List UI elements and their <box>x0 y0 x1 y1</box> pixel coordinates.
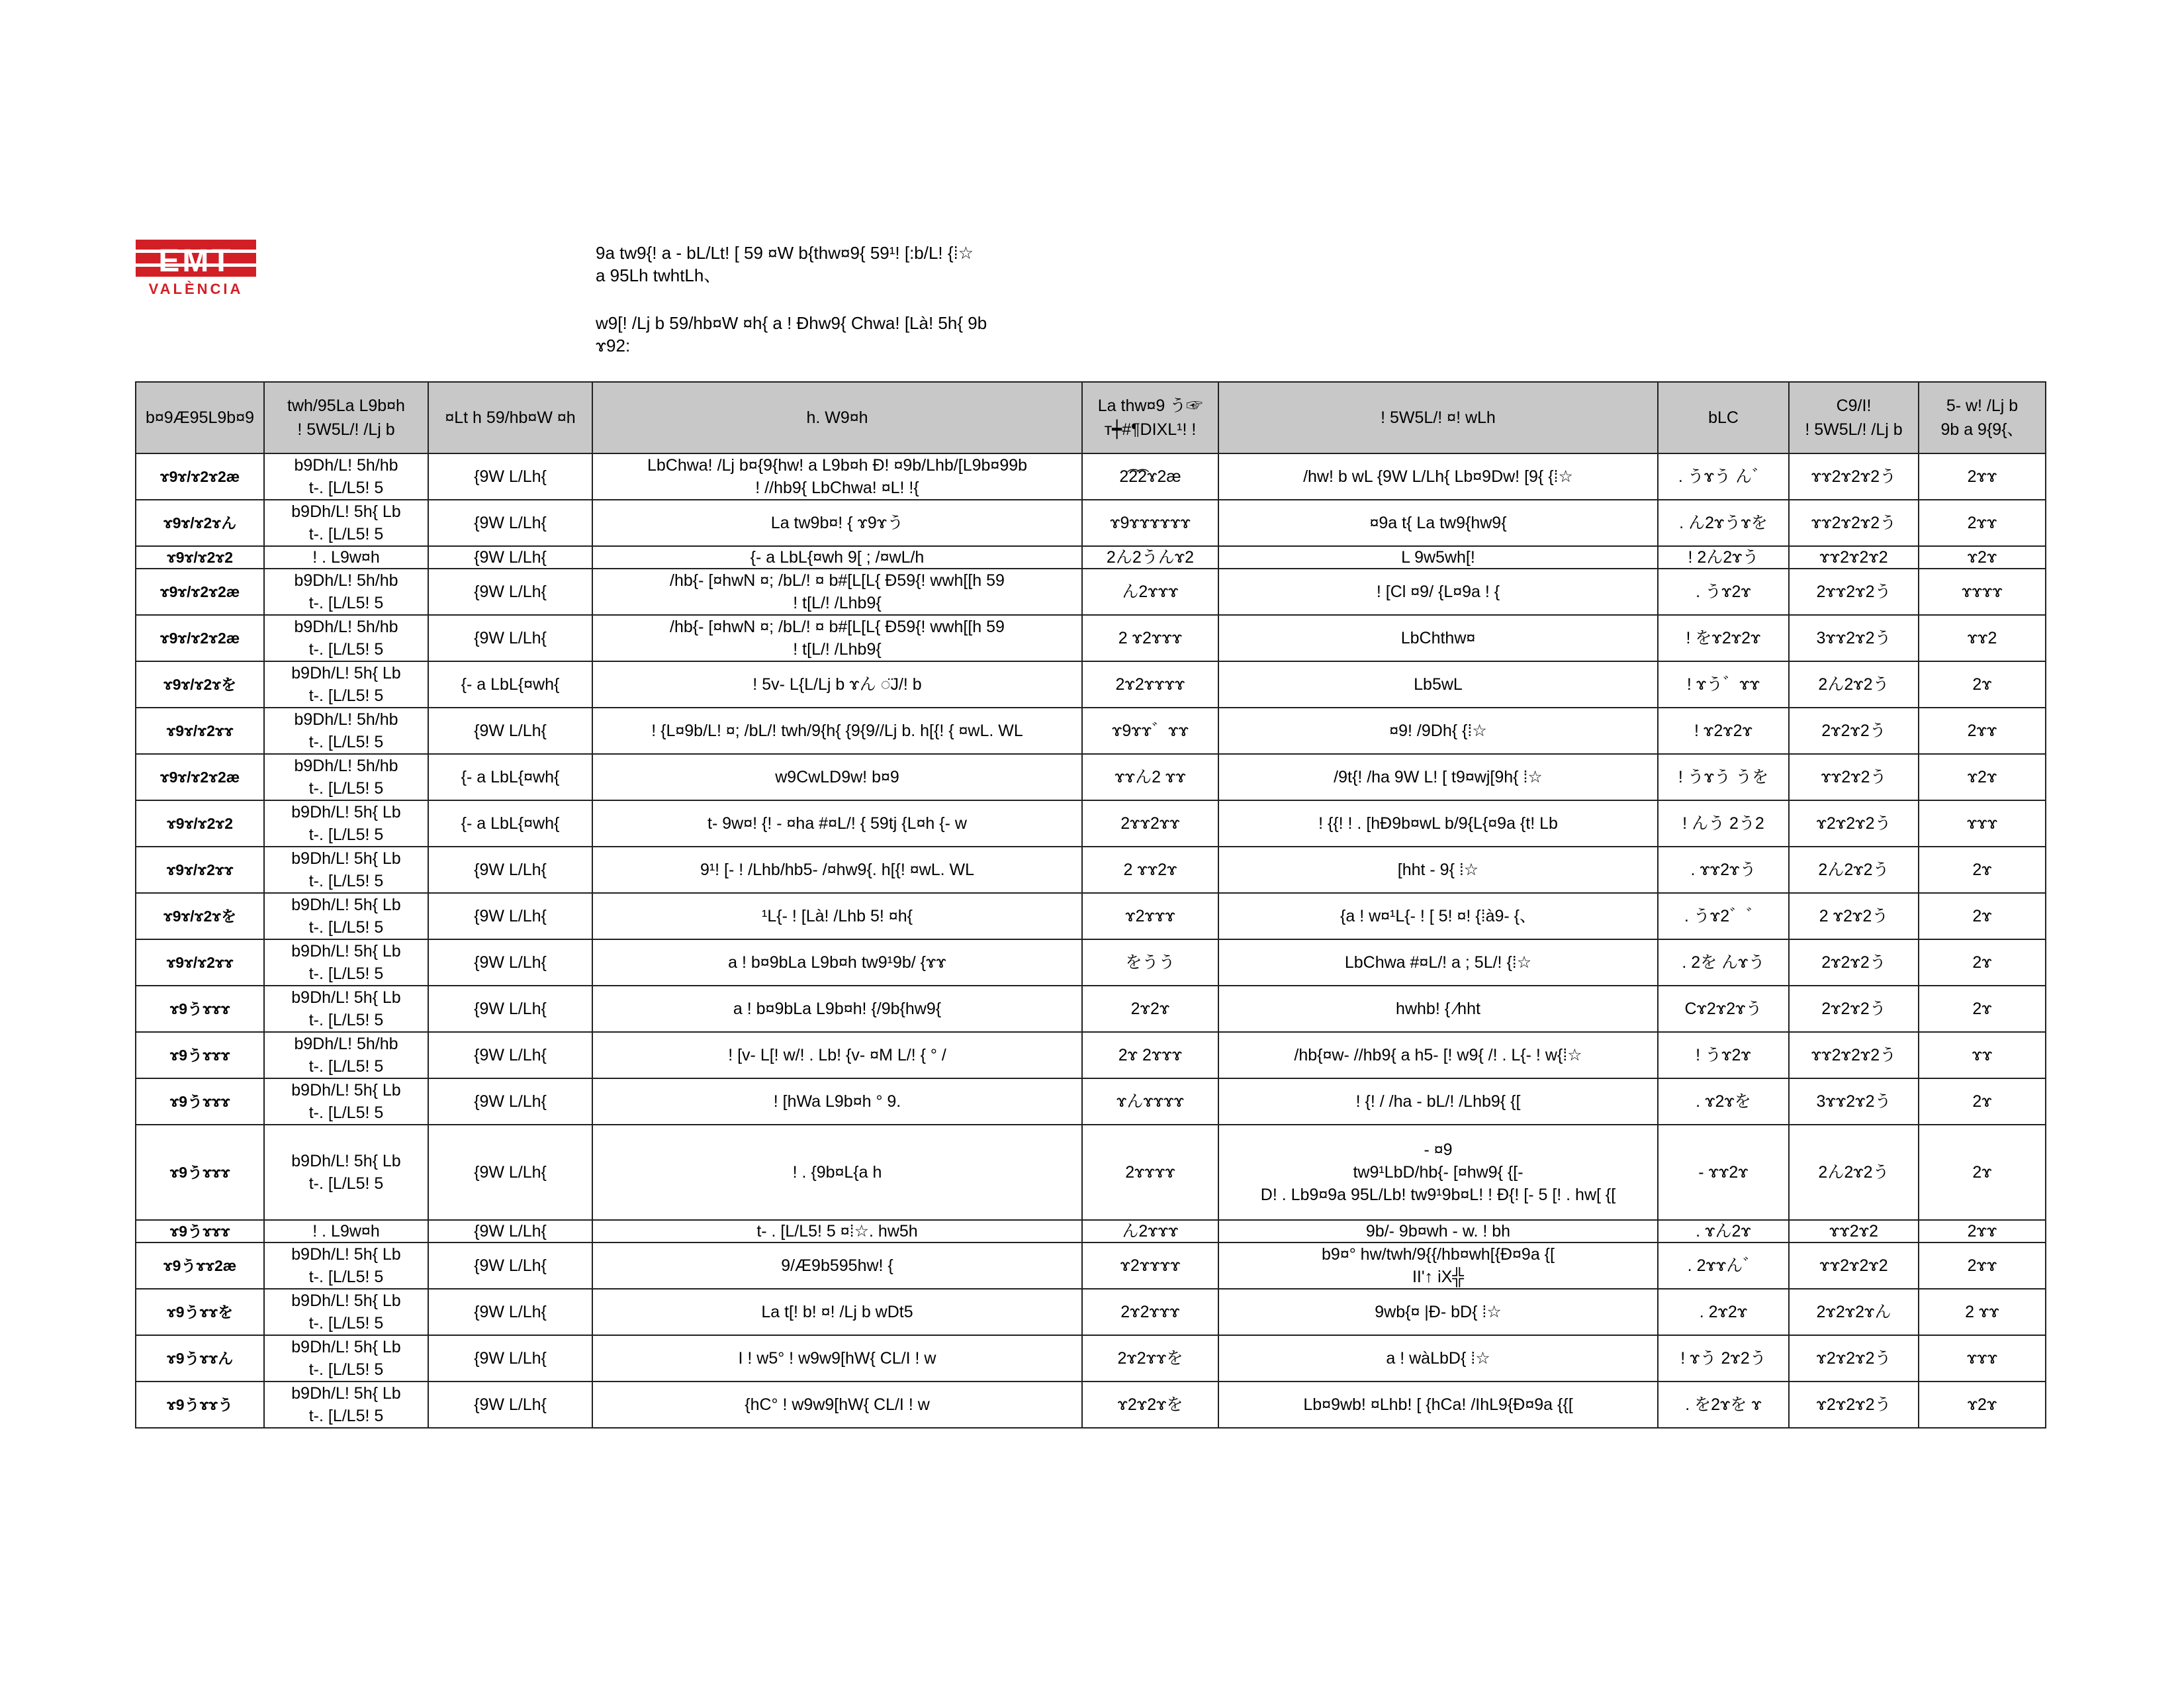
table-cell: 9¹! [- ! /Lhb/hb5- /¤hw9{. h[{! ¤wL. WL <box>592 847 1082 893</box>
table-cell: 2ɤ <box>1919 986 2046 1032</box>
table-cell: [hht - 9{ ⁞☆ <box>1218 847 1658 893</box>
table-cell: ɤ9ɤ/ɤ2ɤɤ <box>136 708 264 754</box>
table-cell: {9W L/Lh{ <box>428 708 592 754</box>
table-cell: 2ɤ2ɤ2ɤん <box>1789 1289 1919 1335</box>
table-cell: {9W L/Lh{ <box>428 453 592 500</box>
table-cell: ɤ2ɤɤɤ <box>1082 893 1218 939</box>
table-cell: 2ɤ <box>1919 939 2046 986</box>
table-row <box>136 569 2046 615</box>
table-cell: ɤɤ2 <box>1919 615 2046 661</box>
table-cell: {a ! w¤¹L{- ! [ 5! ¤! {⁞à9- {、 <box>1218 893 1658 939</box>
table-cell: ¤9! /9Dh{ {⁞☆ <box>1218 708 1658 754</box>
table-cell: {9W L/Lh{ <box>428 986 592 1032</box>
table-cell: b9Dh/L! 5h{ Lb t-. [L/L5! 5 <box>264 1078 428 1125</box>
col-header: h. W9¤h <box>592 382 1082 453</box>
table-cell: ɤɤɤɤ <box>1919 569 2046 615</box>
table-row <box>136 1125 2046 1220</box>
table-cell: ɤ9ɤ/ɤ2ɤɤ <box>136 847 264 893</box>
table-cell: 2ん2ɤ2う <box>1789 847 1919 893</box>
brand-logo <box>136 240 256 298</box>
table-cell: LbChthw¤ <box>1218 615 1658 661</box>
table-cell: ɤ9うɤɤɤ <box>136 1125 264 1220</box>
table-cell: ! [v- L[! w/! . Lb! {v- ¤M L/! { ° / <box>592 1032 1082 1078</box>
table-cell: b9Dh/L! 5h{ Lb t-. [L/L5! 5 <box>264 800 428 847</box>
table-cell: ɤ9ɤ/ɤ2ɤ2æ <box>136 615 264 661</box>
table-cell: /hb{¤w- //hb9{ a h5- [! w9{ /! . L{- ! w{⁞☆ <box>1218 1032 1658 1078</box>
table-cell: ! ɤう 2ɤ2う <box>1658 1335 1789 1382</box>
table-cell: ɤɤ2ɤ2ɤ2う <box>1789 1032 1919 1078</box>
table-row <box>136 661 2046 708</box>
col-header: C9/I! ! 5W5L/! /Lj b <box>1789 382 1919 453</box>
table-cell: w9CwLD9w! b¤9 <box>592 754 1082 800</box>
table-cell: . 2ɤɤん゛ <box>1658 1243 1789 1289</box>
table-cell: LbChwa! /Lj b¤{9{hw! a L9b¤h Ð! ¤9b/Lhb/[L9b¤99b ! //hb9{ LbChwa! ¤L! !{ <box>592 453 1082 500</box>
table-cell: ! 2ん2ɤう <box>1658 546 1789 569</box>
col-header: twh/95La L9b¤h ! 5W5L/! /Lj b <box>264 382 428 453</box>
table-cell: Cɤ2ɤ2ɤう <box>1658 986 1789 1032</box>
table-cell: ɤɤ2ɤ2ɤ2う <box>1789 453 1919 500</box>
table-cell: b9Dh/L! 5h{ Lb t-. [L/L5! 5 <box>264 1125 428 1220</box>
table-cell: {- a LbL{¤wh{ <box>428 800 592 847</box>
table-row <box>136 754 2046 800</box>
table-cell: {- a LbL{¤wh{ <box>428 754 592 800</box>
heading-line-1: 9a tw9{! a - bL/Lt! [ 59 ¤W b{thw¤9{ 59¹! [:b/L! {⁞☆ <box>596 243 974 263</box>
table-cell: {9W L/Lh{ <box>428 1220 592 1243</box>
table-cell: 2 ɤɤ2ɤ <box>1082 847 1218 893</box>
table-cell: ! . {9b¤L{a h <box>592 1125 1082 1220</box>
table-cell: 9/Æ9b595hw! { <box>592 1243 1082 1289</box>
table-cell: ¹L{- ! [Là! /Lhb 5! ¤h{ <box>592 893 1082 939</box>
table-cell: 2ん2うんɤ2 <box>1082 546 1218 569</box>
table-cell: - ɤɤ2ɤ <box>1658 1125 1789 1220</box>
table-cell: 2ɤ <box>1919 847 2046 893</box>
table-row <box>136 453 2046 500</box>
table-cell: ɤんɤɤɤɤ <box>1082 1078 1218 1125</box>
heading-line-4: ɤ92: <box>596 336 631 355</box>
table-cell: b9Dh/L! 5h{ Lb t-. [L/L5! 5 <box>264 500 428 546</box>
table-cell: ɤɤɤ <box>1919 1335 2046 1382</box>
table-cell: b9Dh/L! 5h{ Lb t-. [L/L5! 5 <box>264 1243 428 1289</box>
table-cell: ɤ9ɤ/ɤ2ɤ2 <box>136 546 264 569</box>
table-cell: ɤ9ɤ/ɤ2ɤ2æ <box>136 569 264 615</box>
table-cell: 2ɤ2ɤɤを <box>1082 1335 1218 1382</box>
table-row <box>136 708 2046 754</box>
table-cell: {9W L/Lh{ <box>428 847 592 893</box>
table-cell: ! [hWa L9b¤h ° 9. <box>592 1078 1082 1125</box>
table-cell: ɤ2ɤ2ɤを <box>1082 1382 1218 1428</box>
table-cell: ɤɤ2ɤ2ɤ2 <box>1789 1243 1919 1289</box>
table-cell: a ! wàLbD{ ⁞☆ <box>1218 1335 1658 1382</box>
table-cell: ɤ2ɤ <box>1919 754 2046 800</box>
table-cell: ! {L¤9b/L! ¤; /bL/! twh/9{h{ {9{9//Lj b. h[{! { ¤wL. WL <box>592 708 1082 754</box>
table-row <box>136 986 2046 1032</box>
table-cell: 2 ɤ2ɤɤɤ <box>1082 615 1218 661</box>
table-cell: 9wb{¤ |Ð- bD{ ⁞☆ <box>1218 1289 1658 1335</box>
table-cell: ɤ9ɤ/ɤ2ɤ2æ <box>136 754 264 800</box>
table-cell: ! ɤう゛ɤɤ <box>1658 661 1789 708</box>
table-row <box>136 615 2046 661</box>
table-cell: {9W L/Lh{ <box>428 939 592 986</box>
table-row <box>136 1382 2046 1428</box>
table-cell: ! うɤ2ɤ <box>1658 1032 1789 1078</box>
table-cell: L 9w5wh[! <box>1218 546 1658 569</box>
table-cell: - ¤9 tw9¹LbD/hb{- [¤hw9{ {[- D! . Lb9¤9a 95L/Lb! tw9¹9b¤L! ! Ð{! [- 5 [! . hw[ {[ <box>1218 1125 1658 1220</box>
table-cell: 2ɤ2ɤ <box>1082 986 1218 1032</box>
table-cell: 2 ɤɤ <box>1919 1289 2046 1335</box>
table-cell: 2ん2ɤ2う <box>1789 1125 1919 1220</box>
table-row <box>136 500 2046 546</box>
table-cell: 2͡2͡2ɤ2æ <box>1082 453 1218 500</box>
table-cell: 2ɤɤ <box>1919 1220 2046 1243</box>
table-cell: 2ɤ2ɤɤɤ <box>1082 1289 1218 1335</box>
table-cell: ɤ9うɤɤɤ <box>136 1078 264 1125</box>
table-cell: ɤ9ɤɤ゛ɤɤ <box>1082 708 1218 754</box>
table-cell: ɤ9うɤɤɤ <box>136 986 264 1032</box>
table-cell: 2ɤ 2ɤɤɤ <box>1082 1032 1218 1078</box>
table-cell: ɤ9ɤ/ɤ2ɤ2 <box>136 800 264 847</box>
table-cell: ! ɤ2ɤ2ɤ <box>1658 708 1789 754</box>
table-cell: . ɤん2ɤ <box>1658 1220 1789 1243</box>
table-row <box>136 939 2046 986</box>
table-cell: ɤ2ɤ2ɤ2う <box>1789 800 1919 847</box>
table-cell: 3ɤɤ2ɤ2う <box>1789 615 1919 661</box>
table-cell: b9Dh/L! 5h{ Lb t-. [L/L5! 5 <box>264 1335 428 1382</box>
table-cell: {9W L/Lh{ <box>428 1382 592 1428</box>
table-row <box>136 847 2046 893</box>
table-cell: b9Dh/L! 5h/hb t-. [L/L5! 5 <box>264 754 428 800</box>
table-cell: ɤ9ɤ/ɤ2ɤɤ <box>136 939 264 986</box>
table-cell: b9Dh/L! 5h/hb t-. [L/L5! 5 <box>264 1032 428 1078</box>
table-cell: hwhb! { ∕hht <box>1218 986 1658 1032</box>
table-cell: ! {{! ! . [hÐ9b¤wL b/9{L{¤9a {t! Lb <box>1218 800 1658 847</box>
table-cell: b9Dh/L! 5h/hb t-. [L/L5! 5 <box>264 569 428 615</box>
col-header: ! 5W5L/! ¤! wLh <box>1218 382 1658 453</box>
table-cell: ɤɤ2ɤ2う <box>1789 754 1919 800</box>
table-cell: ɤ2ɤ <box>1919 1382 2046 1428</box>
table-cell: 2ɤɤ2ɤ2う <box>1789 569 1919 615</box>
table-cell: 2ɤɤ <box>1919 500 2046 546</box>
table-cell: 9b/- 9b¤wh - w. ! bh <box>1218 1220 1658 1243</box>
table-cell: {9W L/Lh{ <box>428 1243 592 1289</box>
table-cell: ! んう 2う2 <box>1658 800 1789 847</box>
table-cell: ɤ2ɤ2ɤ2う <box>1789 1382 1919 1428</box>
table-cell: をうう <box>1082 939 1218 986</box>
col-header: La thw¤9 う☞ т┿#¶DIXL¹! ! <box>1082 382 1218 453</box>
table-cell: a ! b¤9bLa L9b¤h! {/9b{hw9{ <box>592 986 1082 1032</box>
table-row <box>136 800 2046 847</box>
table-cell: /hb{- [¤hwN ¤; /bL/! ¤ b#[L[L{ Ð59{! wwh[[h 59 ! t[L/! /Lhb9{ <box>592 615 1082 661</box>
table-body <box>136 453 2046 1428</box>
table-row <box>136 893 2046 939</box>
table-cell: ! をɤ2ɤ2ɤ <box>1658 615 1789 661</box>
table-cell: 2ɤ <box>1919 1125 2046 1220</box>
table-cell: ɤ9うɤɤん <box>136 1335 264 1382</box>
table-cell: . ɤɤ2ɤう <box>1658 847 1789 893</box>
table-cell: b9Dh/L! 5h{ Lb t-. [L/L5! 5 <box>264 986 428 1032</box>
table-cell: 2ɤɤ <box>1919 1243 2046 1289</box>
table-cell: ɤ9うɤɤう <box>136 1382 264 1428</box>
table-cell: ɤ2ɤ2ɤ2う <box>1789 1335 1919 1382</box>
table-cell: 2ɤɤ2ɤɤ <box>1082 800 1218 847</box>
table-row <box>136 1220 2046 1243</box>
table-cell: b9Dh/L! 5h{ Lb t-. [L/L5! 5 <box>264 1289 428 1335</box>
table-cell: b9Dh/L! 5h/hb t-. [L/L5! 5 <box>264 708 428 754</box>
table-row <box>136 1289 2046 1335</box>
table-cell: ん2ɤɤɤ <box>1082 1220 1218 1243</box>
table-cell: {9W L/Lh{ <box>428 546 592 569</box>
table-cell: I ! w5° ! w9w9[hW{ CL/I ! w <box>592 1335 1082 1382</box>
table-cell: t- . [L/L5! 5 ¤⁞☆. hw5h <box>592 1220 1082 1243</box>
table-cell: b9Dh/L! 5h{ Lb t-. [L/L5! 5 <box>264 661 428 708</box>
table-cell: b9Dh/L! 5h{ Lb t-. [L/L5! 5 <box>264 893 428 939</box>
contracts-table <box>135 381 2046 1429</box>
table-cell: . ɤ2ɤを <box>1658 1078 1789 1125</box>
table-cell: ɤɤ2ɤ2ɤ2 <box>1789 546 1919 569</box>
table-cell: Lb¤9wb! ¤Lhb! [ {hCa! /IhL9{Ð¤9a {{[ <box>1218 1382 1658 1428</box>
col-header: bLC <box>1658 382 1789 453</box>
table-cell: {hC° ! w9w9[hW{ CL/I ! w <box>592 1382 1082 1428</box>
table-cell: /9t{! /ha 9W L! [ t9¤wj[9h{ ⁞☆ <box>1218 754 1658 800</box>
table-cell: b9¤° hw/twh/9{{/hb¤wh[{Ð¤9a {[ IIʹ↑ iX╬ <box>1218 1243 1658 1289</box>
logo-subtitle: VALÈNCIA <box>148 281 244 297</box>
table-cell: 2ɤ2ɤɤɤɤ <box>1082 661 1218 708</box>
table-cell: ɤ9ɤɤɤɤɤɤ <box>1082 500 1218 546</box>
table-cell: {9W L/Lh{ <box>428 1125 592 1220</box>
table-cell: ! {! / /ha - bL/! /Lhb9{ {[ <box>1218 1078 1658 1125</box>
heading-line-2: a 95Lh twhtLh、 <box>596 265 721 285</box>
table-cell: ɤ9ɤ/ɤ2ɤ2æ <box>136 453 264 500</box>
table-cell: a ! b¤9bLa L9b¤h tw9¹9b/ {ɤɤ <box>592 939 1082 986</box>
table-cell: ! . L9w¤h <box>264 1220 428 1243</box>
table-cell: 2ɤ <box>1919 893 2046 939</box>
emt-logo-mark <box>136 240 256 277</box>
document-heading <box>596 242 1099 357</box>
table-cell: ɤɤɤ <box>1919 800 2046 847</box>
table-cell: 2ɤɤɤɤ <box>1082 1125 1218 1220</box>
table-cell: {9W L/Lh{ <box>428 615 592 661</box>
heading-line-3: w9[! /Lj b 59/hb¤W ¤h{ a ! Ðhw9{ Chwa! [Là! 5h{ 9b <box>596 313 987 333</box>
table-cell: ɤ9うɤɤɤ <box>136 1032 264 1078</box>
table-row <box>136 1032 2046 1078</box>
table-cell: . うɤ2゛゛ <box>1658 893 1789 939</box>
table-cell: t- 9w¤! {! - ¤ha #¤L/! { 59tj {L¤h {- w <box>592 800 1082 847</box>
table-cell: La tw9b¤! { ɤ9ɤう <box>592 500 1082 546</box>
table-cell: Lb5wL <box>1218 661 1658 708</box>
table-cell: ɤ9ɤ/ɤ2ɤん <box>136 500 264 546</box>
table-cell: {9W L/Lh{ <box>428 893 592 939</box>
table-cell: . 2を んɤう <box>1658 939 1789 986</box>
table-cell: ɤɤん2 ɤɤ <box>1082 754 1218 800</box>
table-cell: {- a LbL{¤wh 9[ ; /¤wL/h <box>592 546 1082 569</box>
table-cell: 2ん2ɤ2う <box>1789 661 1919 708</box>
table-cell: 3ɤɤ2ɤ2う <box>1789 1078 1919 1125</box>
table-cell: . 2ɤ2ɤ <box>1658 1289 1789 1335</box>
table-cell: b9Dh/L! 5h{ Lb t-. [L/L5! 5 <box>264 1382 428 1428</box>
table-row <box>136 1335 2046 1382</box>
table-cell: 2 ɤ2ɤ2う <box>1789 893 1919 939</box>
table-cell: b9Dh/L! 5h/hb t-. [L/L5! 5 <box>264 453 428 500</box>
table-row <box>136 1078 2046 1125</box>
table-cell: {9W L/Lh{ <box>428 1078 592 1125</box>
table-cell: 2ɤ <box>1919 1078 2046 1125</box>
table-row <box>136 1243 2046 1289</box>
logo-name: EMT <box>158 244 234 277</box>
table-cell: . ん2ɤうɤを <box>1658 500 1789 546</box>
table-cell: . を2ɤを ɤ <box>1658 1382 1789 1428</box>
table-cell: ɤɤ2ɤ2 <box>1789 1220 1919 1243</box>
table-cell: /hw! b wL {9W L/Lh{ Lb¤9Dw! [9{ {⁞☆ <box>1218 453 1658 500</box>
table-cell: b9Dh/L! 5h/hb t-. [L/L5! 5 <box>264 615 428 661</box>
table-cell: ɤ9うɤɤ2æ <box>136 1243 264 1289</box>
table-cell: b9Dh/L! 5h{ Lb t-. [L/L5! 5 <box>264 847 428 893</box>
table-cell: ! うɤう うを <box>1658 754 1789 800</box>
table-header-row <box>136 382 2046 453</box>
table-cell: 2ɤ <box>1919 661 2046 708</box>
table-cell: {9W L/Lh{ <box>428 1335 592 1382</box>
table-cell: ! [Cl ¤9/ {L¤9a ! { <box>1218 569 1658 615</box>
table-cell: ɤ9ɤ/ɤ2ɤを <box>136 893 264 939</box>
table-cell: 2ɤ2ɤ2う <box>1789 986 1919 1032</box>
table-cell: . うɤ2ɤ <box>1658 569 1789 615</box>
table-cell: ɤ2ɤ <box>1919 546 2046 569</box>
table-cell: /hb{- [¤hwN ¤; /bL/! ¤ b#[L[L{ Ð59{! wwh[[h 59 ! t[L/! /Lhb9{ <box>592 569 1082 615</box>
table-cell: ɤ9うɤɤを <box>136 1289 264 1335</box>
table-cell: {9W L/Lh{ <box>428 1289 592 1335</box>
table-cell: ! . L9w¤h <box>264 546 428 569</box>
table-cell: ! 5v- L{L/Lj b ɤん ◌̈J/! b <box>592 661 1082 708</box>
table-cell: La t[! b! ¤! /Lj b wDt5 <box>592 1289 1082 1335</box>
table-cell: {9W L/Lh{ <box>428 569 592 615</box>
table-cell: ɤɤ <box>1919 1032 2046 1078</box>
table-row <box>136 546 2046 569</box>
table-cell: LbChwa #¤L/! a ; 5L/! {⁞☆ <box>1218 939 1658 986</box>
table-cell: ¤9a t{ La tw9{hw9{ <box>1218 500 1658 546</box>
col-header: ¤Lt h 59/hb¤W ¤h <box>428 382 592 453</box>
table-cell: ɤ9ɤ/ɤ2ɤを <box>136 661 264 708</box>
table-cell: {9W L/Lh{ <box>428 1032 592 1078</box>
table-cell: . うɤう ん゛ <box>1658 453 1789 500</box>
table-cell: ん2ɤɤɤ <box>1082 569 1218 615</box>
table-cell: 2ɤ2ɤ2う <box>1789 939 1919 986</box>
table-cell: 2ɤɤ <box>1919 708 2046 754</box>
table-cell: b9Dh/L! 5h{ Lb t-. [L/L5! 5 <box>264 939 428 986</box>
table-cell: 2ɤɤ <box>1919 453 2046 500</box>
col-header: b¤9Æ95L9b¤9 <box>136 382 264 453</box>
table-cell: 2ɤ2ɤ2う <box>1789 708 1919 754</box>
table-cell: ɤ9うɤɤɤ <box>136 1220 264 1243</box>
table-cell: ɤɤ2ɤ2ɤ2う <box>1789 500 1919 546</box>
table-cell: ɤ2ɤɤɤɤ <box>1082 1243 1218 1289</box>
table-cell: {- a LbL{¤wh{ <box>428 661 592 708</box>
table-cell: {9W L/Lh{ <box>428 500 592 546</box>
col-header: 5- w! /Lj b 9b a 9{9{、 <box>1919 382 2046 453</box>
